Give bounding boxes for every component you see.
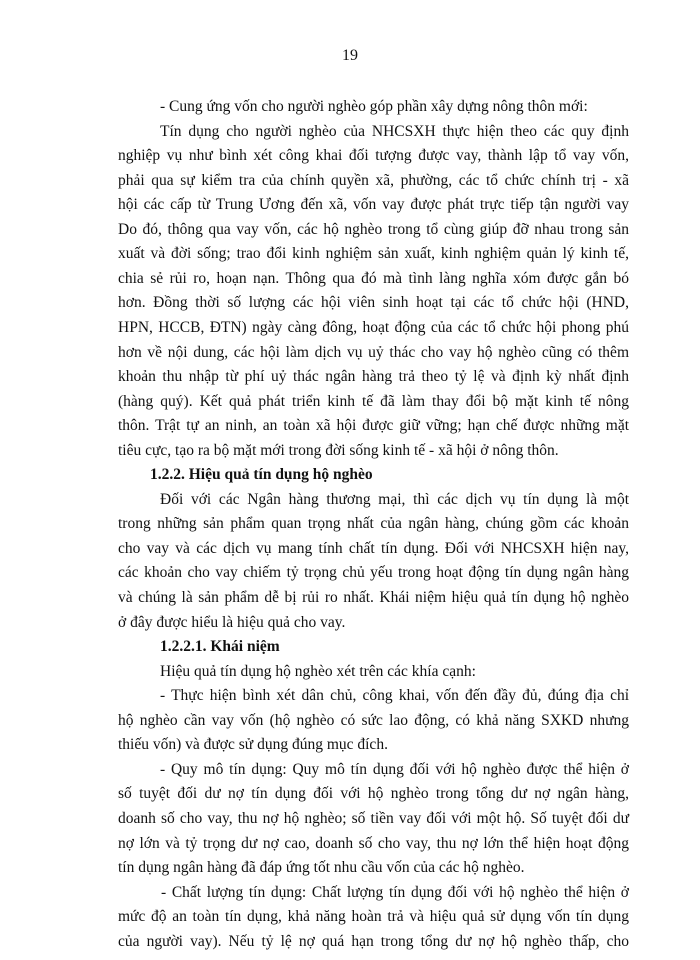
text-line: 1.2.2.1. Khái niệm (160, 638, 280, 656)
text-line: thôn. Trật tự an ninh, an toàn xã hội được giữ vững; hạn chế được những mặt (118, 417, 629, 435)
text-line: trong những sản phẩm quan trọng nhất của ngân hàng, chúng gồm các khoản (118, 515, 629, 533)
text-line: - Cung ứng vốn cho người nghèo góp phần xây dựng nông thôn mới: (160, 98, 588, 115)
text-line: hơn. Đồng thời số lượng các hội viên sinh hoạt tại các tổ chức hội (HND, (118, 294, 629, 312)
text-line: hơn về nội dung, các hội làm dịch vụ uỷ thác cho vay hộ nghèo cũng có thêm (118, 343, 629, 361)
text-line: nghiệp vụ như bình xét công khai đối tượng được vay, thành lập tổ vay vốn, (118, 147, 629, 165)
text-line: phải qua sự kiểm tra của chính quyền xã, phường, các tổ chức chính trị - xã (118, 171, 629, 189)
text-line: của người vay). Nếu tỷ lệ nợ quá hạn trong tổng dư nợ hộ nghèo thấp, cho (118, 932, 629, 950)
text-line: Đối với các Ngân hàng thương mại, thì các dịch vụ tín dụng là một (160, 490, 629, 508)
text-line: tín dụng ngân hàng đã đáp ứng tốt nhu cầu vốn của các hộ nghèo. (118, 859, 525, 877)
text-line: thiếu vốn) và được sử dụng đúng mục đích. (118, 736, 388, 754)
text-line: hội các cấp từ Trung Ương đến xã, vốn vay được phát trực tiếp tận người vay (118, 196, 629, 214)
text-line: Tín dụng cho người nghèo của NHCSXH thực hiện theo các quy định (160, 122, 629, 140)
text-line: hộ nghèo cần vay vốn (hộ nghèo có sức lao động, có khả năng SXKD nhưng (118, 711, 629, 729)
text-line: chia sẻ rủi ro, hoạn nạn. Thông qua đó mà tình làng nghĩa xóm được gắn bó (118, 269, 629, 287)
text-line: mức độ an toàn tín dụng, khả năng hoàn trả và hiệu quả sử dụng vốn tín dụng (118, 908, 629, 926)
text-line: doanh số cho vay, thu nợ hộ nghèo; số tiền vay đối với một hộ. Số tuyệt đối dư (118, 809, 629, 827)
text-line: các khoản cho vay chiếm tỷ trọng chủ yếu trong hoạt động tín dụng ngân hàng (118, 564, 629, 582)
text-line: nợ lớn và tỷ trọng dư nợ cao, doanh số cho vay, thu nợ lớn thể hiện hoạt động (118, 834, 629, 852)
text-line: (hàng quý). Kết quả phát triển kinh tế đã làm thay đổi bộ mặt kinh tế nông (118, 392, 629, 410)
text-line: ở đây được hiểu là hiệu quả cho vay. (118, 613, 346, 631)
text-line: - Thực hiện bình xét dân chủ, công khai, vốn đến đầy đủ, đúng địa chỉ (160, 687, 629, 705)
text-line: và chúng là sản phẩm dễ bị rủi ro nhất. Khái niệm hiệu quả tín dụng hộ nghèo (118, 589, 629, 606)
text-line: cho vay và các dịch vụ mang tính chất tín dụng. Đối với NHCSXH hiện nay, (118, 539, 629, 557)
text-line: xuất và đời sống; trao đổi kinh nghiệm sản xuất, kinh nghiệm quản lý kinh tế, (118, 245, 629, 263)
text-line: HPN, HCCB, ĐTN) ngày càng đông, hoạt động của các tổ chức hội phong phú (118, 318, 629, 336)
text-line: tiêu cực, tạo ra bộ mặt mới trong đời sống kinh tế - xã hội ở nông thôn. (118, 441, 559, 459)
text-line: Hiệu quả tín dụng hộ nghèo xét trên các khía cạnh: (160, 662, 476, 680)
text-line: số tuyệt đối dư nợ tín dụng đối với hộ nghèo trong tổng dư nợ ngân hàng, (118, 785, 629, 803)
text-line: khoản thu nhập từ phí uỷ thác ngân hàng trả theo tỷ lệ và định kỳ nhất định (118, 368, 629, 386)
text-line: - Chất lượng tín dụng: Chất lượng tín dụng đối với hộ nghèo thể hiện ở (161, 883, 629, 901)
page-number: 19 (342, 47, 358, 64)
text-line: 1.2.2. Hiệu quả tín dụng hộ nghèo (150, 466, 373, 484)
text-line: - Quy mô tín dụng: Quy mô tín dụng đối với hộ nghèo được thể hiện ở (160, 760, 629, 778)
text-line: Do đó, thông qua vay vốn, các hộ nghèo trong tổ cùng giúp đỡ nhau trong sản (118, 220, 629, 238)
